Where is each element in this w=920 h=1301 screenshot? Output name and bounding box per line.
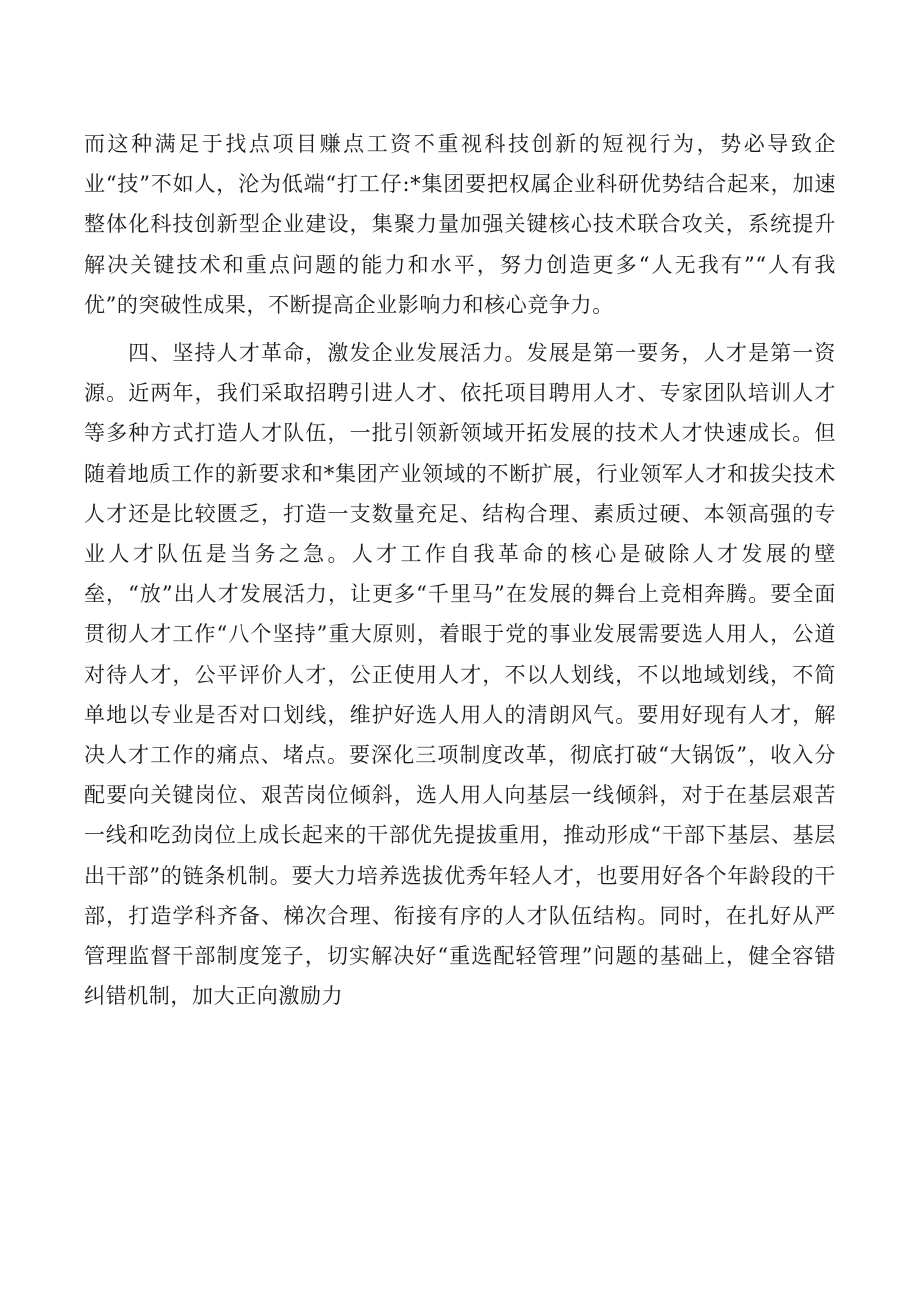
paragraph-1: 而这种满足于找点项目赚点工资不重视科技创新的短视行为，势必导致企业“技”不如人，沦为低端“打工仔:*集团要把权属企业科研优势结合起来，加速整体化科技创新型企业建设，集聚力量加强关键核心技术联合攻关，系统提升解决关键技术和重点问题的能力和水平，努力创造更多“人无我有”“人有我优”的突破性成果，不断提高企业影响力和核心竞争力。 [84,132,836,317]
document-body [84,124,836,1024]
paragraph-2: 四、坚持人才革命，激发企业发展活力。发展是第一要务，人才是第一资源。近两年，我们采取招聘引进人才、依托项目聘用人才、专家团队培训人才等多种方式打造人才队伍，一批引领新领域开拓发展的技术人才快速成长。但随着地质工作的新要求和*集团产业领域的不断扩展，行业领军人才和拔尖技术人才还是比较匮乏，打造一支数量充足、结构合理、素质过硬、本领高强的专业人才队伍是当务之急。人才工作自我革命的核心是破除人才发展的壁垒，“放”出人才发展活力，让更多“千里马”在发展的舞台上竞相奔腾。要全面贯彻人才工作“八个坚持”重大原则，着眼于党的事业发展需要选人用人，公道对待人才，公平评价人才，公正使用人才，不以人划线，不以地域划线，不简单地以专业是否对口划线，维护好选人用人的清朗风气。要用好现有人才，解决人才工作的痛点、堵点。要深化三项制度改革，彻底打破“大锅饭”，收入分配要向关键岗位、艰苦岗位倾斜，选人用人向基层一线倾斜，对于在基层艰苦一线和吃劲岗位上成长起来的干部优先提拔重用，推动形成“干部下基层、基层出干部”的链条机制。要大力培养选拔优秀年轻人才，也要用好各个年龄段的干部，打造学科齐备、梯次合理、衔接有序的人才队伍结构。同时，在扎好从严管理监督干部制度笼子，切实解决好“重选配轻管理”问题的基础上，健全容错纠错机制，加大正向激励力 [84,341,836,1009]
